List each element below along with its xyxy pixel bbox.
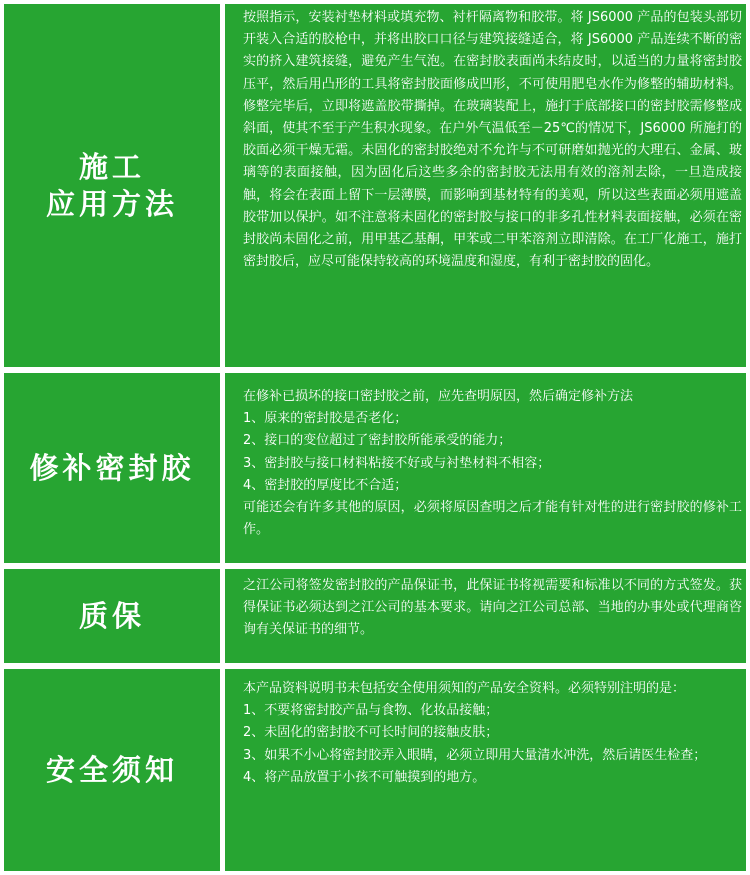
section-safety-intro: 本产品资料说明书未包括安全使用须知的产品安全资料。必须特别注明的是：: [243, 681, 686, 696]
section-safety-title: 安全须知: [45, 752, 178, 787]
section-application-content: [225, 4, 746, 367]
section-warranty-body: 之江公司将签发密封胶的产品保证书，此保证书将视需要和标准以不同的方式签发。获得保证书必须达到之江公司的基本要求。请向之江公司总部、当地的办事处或代理商咨询有关保证书的细节。: [243, 578, 742, 638]
section-warranty-content: [225, 569, 746, 663]
section-application-label: [4, 4, 220, 367]
section-repair-item: 2、接口的变位超过了密封胶所能承受的能力；: [243, 433, 512, 449]
section-application-title-line2: 应用方法: [45, 186, 178, 221]
section-repair-item: 3、密封胶与接口材料粘接不好或与衬垫材料不相容；: [243, 455, 551, 471]
section-repair-intro: 在修补已损坏的接口密封胶之前，应先查明原因，然后确定修补方法: [243, 389, 634, 404]
section-repair: [4, 373, 746, 563]
section-warranty: [4, 569, 746, 663]
section-safety-item: 1、不要将密封胶产品与食物、化妆品接触；: [243, 703, 499, 719]
section-repair-item: 4、密封胶的厚度比不合适；: [243, 477, 408, 493]
section-repair-item: 1、原来的密封胶是否老化；: [243, 411, 408, 427]
section-repair-outro: 可能还会有许多其他的原因，必须将原因查明之后才能有针对性的进行密封胶的修补工作。: [243, 500, 742, 538]
section-application-title-line1: 施工: [78, 149, 145, 184]
section-safety-label: [4, 669, 220, 871]
section-safety-content: [225, 669, 746, 871]
section-repair-label: [4, 373, 220, 563]
section-safety: [4, 669, 746, 871]
section-application-body: 按照指示，安装衬垫材料或填充物、衬杆隔离物和胶带。将 JS6000 产品的包装头部切开装入合适的胶枪中，并将出胶口口径与建筑接缝适合，将 JS6000 产品连续不断的密实的挤入建筑接缝，避免产生气泡。在密封胶表面尚未结皮时，以适当的力量将密封胶压平，然后用凸形的工具将密封胶面修成凹形，不可使用肥皂水作为修整的辅助材料。修整完毕后，立即将遮盖胶带撕掉。在玻璃装配上，施打于底部接口的密封胶需修整成斜面，使其不至于产生积水现象。在户外气温低至－25℃的情况下，JS6000 所施打的胶面必须干燥无霜。未固化的密封胶绝对不允许与不可研磨如抛光的大理石、金属、玻璃等的表面接触，因为固化后这些多余的密封胶无法用有效的溶剂去除，一旦造成接触，将会在表面上留下一层薄膜，而影响到基材特有的美观，所以这些表面必须用遮盖胶带加以保护。如不注意将未固化的密封胶与接口的非多孔性材料表面接触，必须在密封胶尚未固化之前，用甲基乙基酮，甲苯或二甲苯溶剂立即清除。在工厂化施工，施打密封胶后，应尽可能保持较高的环境温度和湿度，有利于密封胶的固化。: [243, 10, 742, 270]
section-safety-item: 3、如果不小心将密封胶弄入眼睛，必须立即用大量清水冲洗，然后请医生检查；: [243, 747, 707, 763]
section-repair-content: [225, 373, 746, 563]
section-warranty-title: 质保: [78, 598, 145, 633]
section-safety-item: 2、未固化的密封胶不可长时间的接触皮肤；: [243, 725, 499, 741]
section-warranty-label: [4, 569, 220, 663]
section-application: [4, 4, 746, 367]
section-repair-title: 修补密封胶: [29, 450, 195, 485]
section-safety-item: 4、将产品放置于小孩不可触摸到的地方。: [243, 769, 486, 785]
